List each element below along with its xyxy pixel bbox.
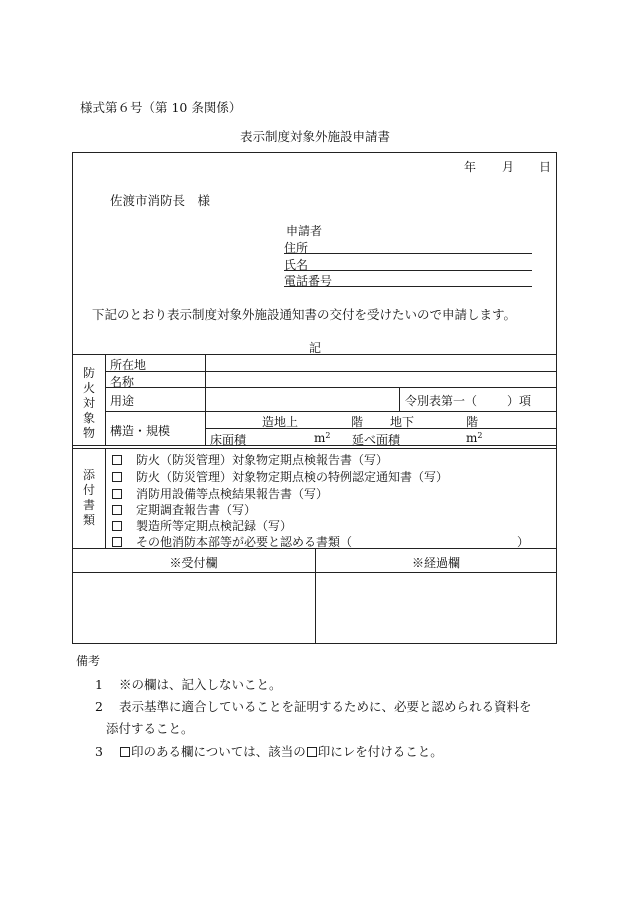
attachment-item[interactable]: 定期調査報告書（写） <box>112 501 256 518</box>
attachment-item[interactable]: 防火（防災管理）対象物定期点検報告書（写） <box>112 451 388 468</box>
name-label: 名称 <box>110 375 135 389</box>
note-2-continuation: 添付すること。 <box>106 721 194 736</box>
use-category-divider <box>399 387 400 411</box>
floor-unit-1: 階 <box>351 415 364 429</box>
floor-unit-2: 階 <box>466 415 479 429</box>
area-unit-sup-2: 2 <box>477 431 483 440</box>
other-close-paren: ） <box>517 535 530 549</box>
attachment-item[interactable]: 防火（防災管理）対象物定期点検の特例認定通知書（写） <box>112 468 448 485</box>
progress-label: ※経過欄 <box>411 556 460 570</box>
name-underline <box>284 270 532 271</box>
row-line-2 <box>105 387 557 388</box>
checkbox-icon[interactable] <box>112 489 122 499</box>
attachments-side-label: 添付書類 <box>82 468 95 527</box>
area-unit-m-2: m <box>466 431 478 445</box>
date-day-label: 日 <box>539 160 552 174</box>
category-suffix: ）項 <box>507 394 532 408</box>
date-month-label: 月 <box>502 160 515 174</box>
category-prefix: 令別表第一（ <box>405 394 478 408</box>
request-text: 下記のとおり表示制度対象外施設通知書の交付を受けたいので申請します。 <box>92 307 517 322</box>
applicant-address-label: 住所 <box>284 241 309 255</box>
attachment-item[interactable]: 製造所等定期点検記録（写） <box>112 517 292 534</box>
checkbox-icon[interactable] <box>112 505 122 515</box>
applicant-name-label: 氏名 <box>284 258 309 272</box>
ki-label: 記 <box>309 341 322 355</box>
checkbox-icon[interactable] <box>112 521 122 531</box>
note-1-number: 1 <box>95 677 103 692</box>
note-2 <box>95 697 531 715</box>
applicant-phone-label: 電話番号 <box>284 274 333 288</box>
location-label: 所在地 <box>110 358 147 372</box>
form-number: 様式第６号（第 10 条関係） <box>80 100 242 115</box>
property-top-line <box>72 354 557 355</box>
floor-area-unit <box>314 431 330 445</box>
row-line-3 <box>105 411 557 412</box>
note-3 <box>95 742 443 760</box>
applicant-heading: 申請者 <box>286 224 323 238</box>
note-2-text: 表示基準に適合していることを証明するために、必要と認められる資料を <box>118 699 532 714</box>
checkbox-icon[interactable] <box>112 537 122 547</box>
attachments-divider <box>105 448 106 548</box>
note-3-text-a: 印のある欄については、該当の <box>130 744 306 759</box>
property-side-label: 防火対象物 <box>82 366 95 440</box>
date-year-label: 年 <box>464 160 477 174</box>
property-value-divider <box>205 354 206 445</box>
note-1-text: ※の欄は、記入しないこと。 <box>118 677 282 692</box>
property-bottom-line-b <box>72 448 557 449</box>
note-1 <box>95 675 281 693</box>
use-label: 用途 <box>110 394 135 408</box>
attachment-item[interactable]: その他消防本部等が必要と認める書類（ <box>112 533 352 550</box>
row-line-4 <box>205 428 557 429</box>
area-unit-m: m <box>314 431 326 445</box>
checkbox-icon <box>120 747 130 757</box>
checkbox-icon <box>307 747 317 757</box>
property-bottom-line-a <box>72 445 557 446</box>
total-area-label: 延べ面積 <box>352 433 401 447</box>
attachment-item[interactable]: 消防用設備等点検結果報告書（写） <box>112 485 328 502</box>
structure-above-label: 造地上 <box>262 415 299 429</box>
floor-area-label: 床面積 <box>210 433 247 447</box>
note-3-text-b: 印にレを付けること。 <box>317 744 443 759</box>
addressee: 佐渡市消防長 様 <box>110 193 211 208</box>
reception-label: ※受付欄 <box>169 556 218 570</box>
row-line-1 <box>105 371 557 372</box>
total-area-unit <box>466 431 482 445</box>
checkbox-icon[interactable] <box>112 455 122 465</box>
form-title: 表示制度対象外施設申請書 <box>239 129 390 144</box>
below-ground-label: 地下 <box>390 415 415 429</box>
phone-underline <box>284 286 532 287</box>
area-unit-sup: 2 <box>325 431 331 440</box>
checkbox-icon[interactable] <box>112 472 122 482</box>
notes-heading: 備考 <box>76 654 101 668</box>
address-underline <box>284 253 532 254</box>
structure-label: 構造・規模 <box>110 424 171 438</box>
note-2-number: 2 <box>95 699 103 714</box>
property-label-divider <box>105 354 106 445</box>
note-3-number: 3 <box>95 744 103 759</box>
